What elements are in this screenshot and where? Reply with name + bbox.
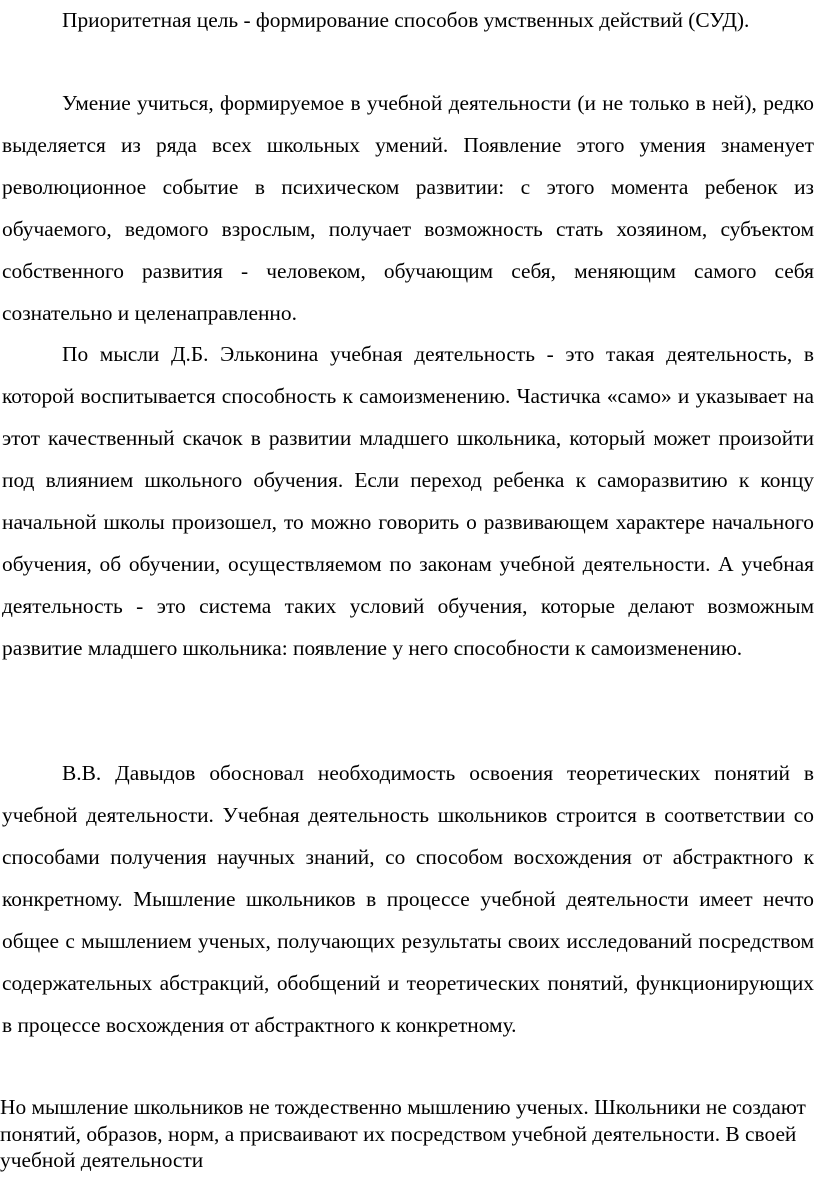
paragraph-goal: Приоритетная цель - формирование способов умственных действий (СУД). bbox=[62, 8, 750, 32]
paragraph-davydov: В.В. Давыдов обосновал необходимость освоения теоретических понятий в учебной деятельности. Учебная деятельность школьников строится в соответствии со способами получения научных знаний, со способом восхождения от абстрактного к конкретному. Мышление школьников в процессе учебной деятельности имеет нечто общее с мышлением ученых, получающих результаты своих исследований посредством содержательных абстракций, обобщений и теоретических понятий, функционирующих в процессе восхождения от абстрактного к конкретному. bbox=[2, 761, 814, 1037]
paragraph-students-thinking: Но мышление школьников не тождественно мышлению ученых. Школьники не создают понятий, образов, норм, а присваивают их посредством учебной деятельности. В своей учебной деятельности bbox=[0, 1095, 806, 1172]
paragraph-elkonin: По мысли Д.Б. Эльконина учебная деятельность - это такая деятельность, в которой воспитывается способность к самоизменению. Частичка «само» и указывает на этот качественный скачок в развитии младшего школьника, который может произойти под влиянием школьного обучения. Если переход ребенка к саморазвитию к концу начальной школы произошел, то можно говорить о развивающем характере начального обучения, об обучении, осуществляемом по законам учебной деятельности. А учебная деятельность - это система таких условий обучения, которые делают возможным развитие младшего школьника: появление у него способности к самоизменению. bbox=[2, 342, 814, 660]
paragraph-learning-ability: Умение учиться, формируемое в учебной деятельности (и не только в ней), редко выделяется из ряда всех школьных умений. Появление этого умения знаменует революционное событие в психическом развитии: с этого момента ребенок из обучаемого, ведомого взрослым, получает возможность стать хозяином, субъектом собственного развития - человеком, обучающим себя, меняющим самого себя сознательно и целенаправленно. bbox=[2, 91, 814, 325]
